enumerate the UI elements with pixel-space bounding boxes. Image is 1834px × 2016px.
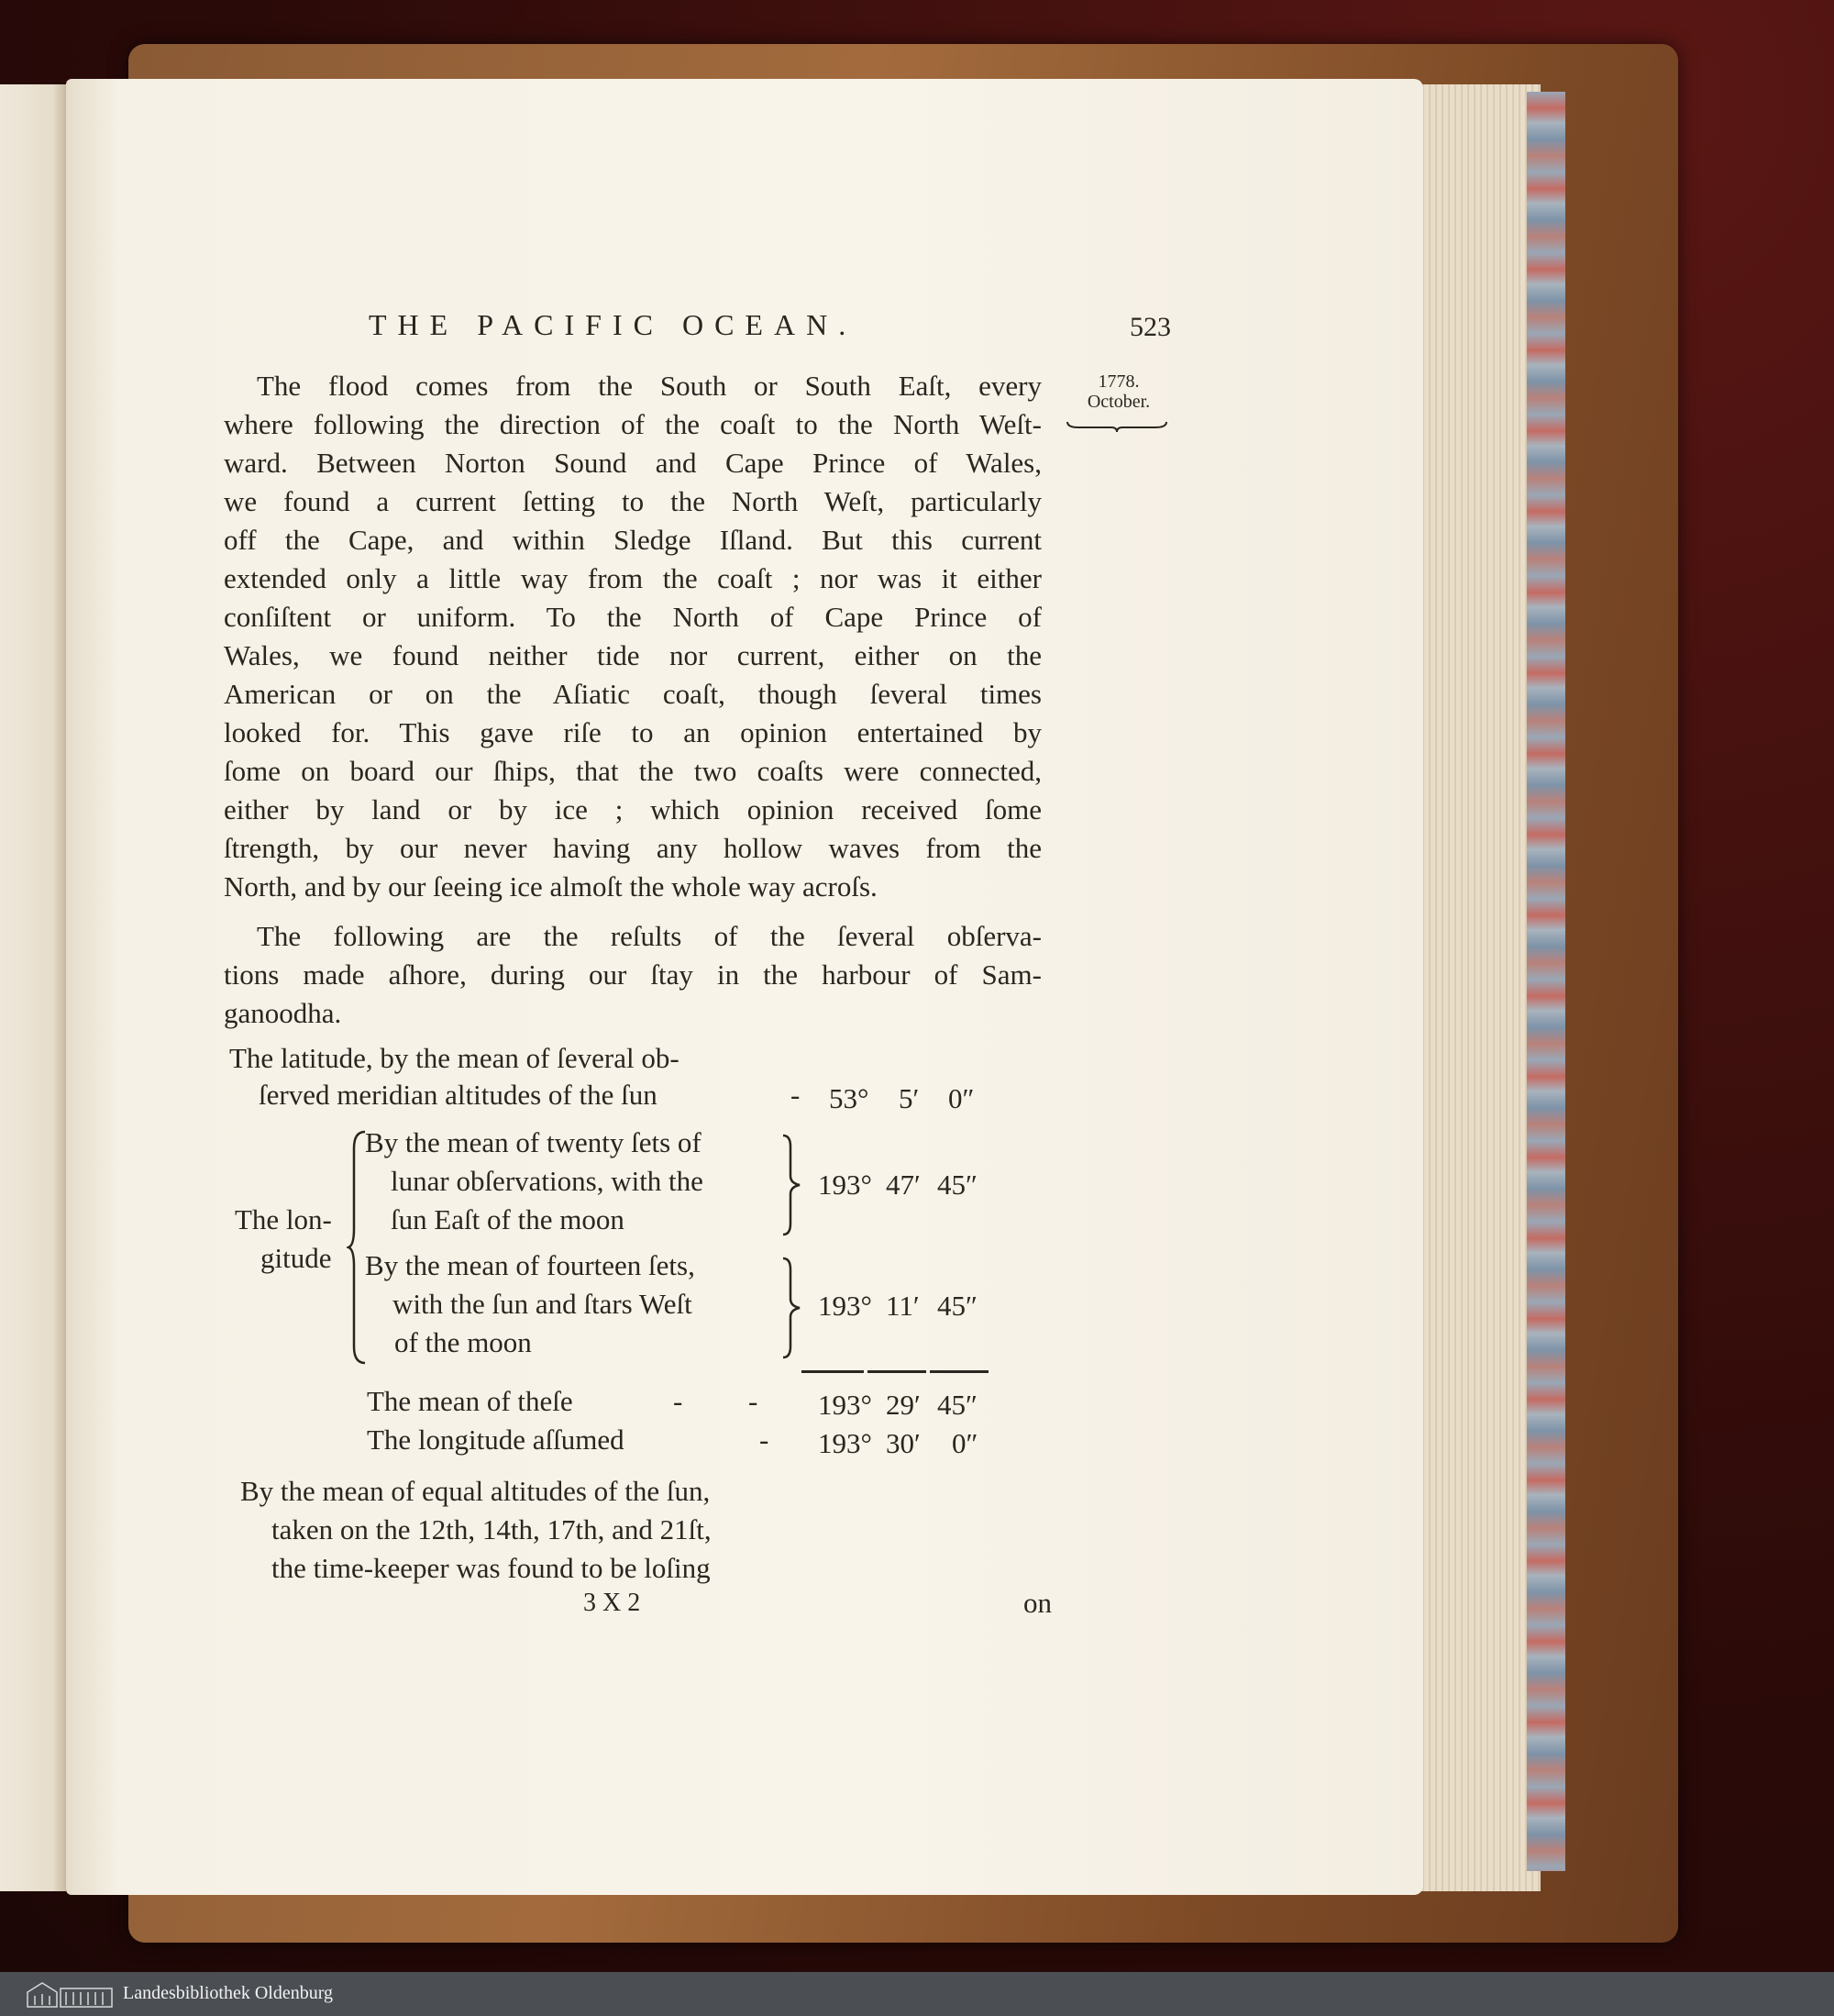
sum-rule (930, 1370, 989, 1373)
text-line: ſtrength, by our never having any hollow waves from the (224, 832, 1042, 864)
left-page-edge (0, 84, 66, 1891)
mean-minutes: 29′ (886, 1389, 921, 1421)
obs2-seconds: 45″ (937, 1290, 978, 1322)
obs2-minutes: 11′ (886, 1290, 920, 1322)
obs2-line-3: of the moon (394, 1326, 532, 1358)
text-line: either by land or by ice ; which opinion received ſome (224, 793, 1042, 825)
obs1-degrees: 193° (818, 1169, 872, 1201)
library-building-icon (24, 1979, 116, 2009)
obs2-line-1: By the mean of fourteen ſets, (365, 1249, 695, 1281)
margin-year: 1778. (1098, 371, 1140, 392)
mean-label: The mean of theſe (367, 1385, 573, 1417)
left-brace-icon (347, 1130, 367, 1365)
margin-date (1064, 371, 1174, 412)
equal-alt-line-2: taken on the 12th, 14th, 17th, and 21ſt, (271, 1513, 712, 1545)
text-line: North, and by our ſeeing ice almoſt the whole way acroſs. (224, 870, 878, 903)
latitude-label-2: ſerved meridian altitudes of the ſun (259, 1079, 657, 1111)
library-name: Landesbibliothek Oldenburg (123, 1983, 334, 2003)
assumed-minutes: 30′ (886, 1427, 921, 1459)
margin-month: October. (1087, 392, 1151, 412)
assumed-dash: - (759, 1423, 769, 1456)
equal-alt-line-1: By the mean of equal altitudes of the ſun, (240, 1475, 711, 1507)
longitude-label-2: gitude (260, 1242, 332, 1274)
sum-rule (867, 1370, 926, 1373)
text-line: The flood comes from the South or South Eaſt, every (257, 370, 1042, 402)
obs1-line-1: By the mean of twenty ſets of (365, 1126, 702, 1158)
mean-degrees: 193° (818, 1389, 872, 1421)
page-number: 523 (1130, 312, 1171, 342)
longitude-label-1: The lon- (235, 1203, 332, 1235)
text-line: conſiſtent or uniform. To the North of Cape Prince of (224, 601, 1042, 633)
text-line: ganoodha. (224, 997, 342, 1029)
text-line: tions made aſhore, during our ſtay in the harbour of Sam- (224, 958, 1042, 991)
obs2-degrees: 193° (818, 1290, 872, 1322)
text-line: American or on the Aſiatic coaſt, though ſeveral times (224, 678, 1042, 710)
catchword: on (1023, 1587, 1052, 1619)
mean-dash: - (673, 1385, 683, 1417)
text-line: off the Cape, and within Sledge Iſland. But this current (224, 524, 1042, 556)
sum-rule (801, 1370, 864, 1373)
text-line: extended only a little way from the coaſt ; nor was it either (224, 562, 1042, 594)
latitude-minutes: 5′ (899, 1082, 920, 1114)
text-line: we found a current ſetting to the North Weſt, particularly (224, 485, 1042, 517)
latitude-degrees: 53° (829, 1082, 869, 1114)
text-line: The following are the reſults of the ſeveral obſerva- (257, 920, 1042, 952)
obs1-line-2: lunar obſervations, with the (391, 1165, 703, 1197)
paragraph-1 (224, 367, 1042, 906)
assumed-seconds: 0″ (952, 1427, 978, 1459)
latitude-label-1: The latitude, by the mean of ſeveral ob- (229, 1042, 679, 1074)
page-edges (1412, 84, 1541, 1891)
text-line: ward. Between Norton Sound and Cape Prince of Wales, (224, 447, 1042, 479)
marbled-edge (1527, 92, 1565, 1871)
text-line: where following the direction of the coaſt to the North Weſt- (224, 408, 1042, 440)
mean-dash: - (748, 1385, 758, 1417)
latitude-dash: - (790, 1079, 801, 1111)
assumed-label: The longitude aſſumed (367, 1423, 624, 1456)
margin-brace-icon (1066, 420, 1168, 433)
text-line: Wales, we found neither tide nor current, either on the (224, 639, 1042, 671)
text-line: ſome on board our ſhips, that the two coaſts were connected, (224, 755, 1042, 787)
right-brace-icon (781, 1134, 801, 1236)
assumed-degrees: 193° (818, 1427, 872, 1459)
paragraph-2 (224, 917, 1042, 1033)
equal-alt-line-3: the time-keeper was found to be loſing (271, 1552, 711, 1584)
signature-mark: 3 X 2 (583, 1589, 641, 1617)
latitude-seconds: 0″ (948, 1082, 975, 1114)
obs1-seconds: 45″ (937, 1169, 978, 1201)
footer-bar (0, 1972, 1834, 2016)
running-header: THE PACIFIC OCEAN. (369, 308, 857, 341)
text-line: looked for. This gave riſe to an opinion entertained by (224, 716, 1042, 748)
right-brace-icon (781, 1257, 801, 1359)
obs1-line-3: ſun Eaſt of the moon (391, 1203, 624, 1235)
obs2-line-2: with the ſun and ſtars Weſt (392, 1288, 692, 1320)
mean-seconds: 45″ (937, 1389, 978, 1421)
obs1-minutes: 47′ (886, 1169, 921, 1201)
